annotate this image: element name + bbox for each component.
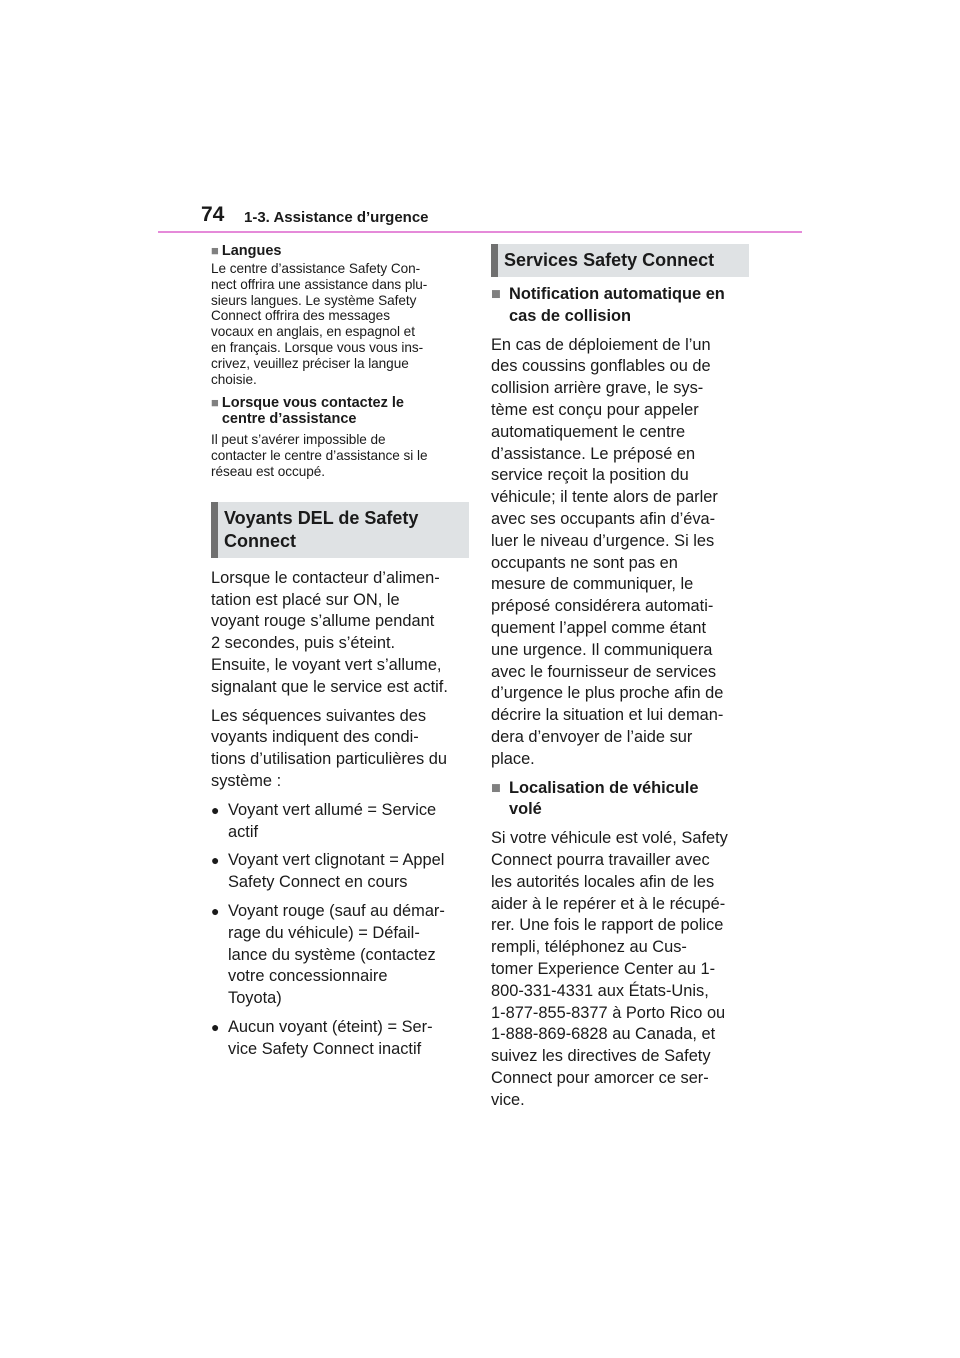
text-line: Voyant rouge (sauf au démar- [228,901,445,920]
text-line: voyants indiquent des condi- [211,728,419,747]
text-line: Il peut s’avérer impossible de [211,432,386,448]
text-line: crivez, veuillez préciser la langue [211,355,409,371]
text-line: préposé considérera automati- [491,597,714,616]
text-line: Services Safety Connect [504,250,715,270]
text-line: dera d’envoyer de l’aide sur [491,727,693,746]
text-line: votre concessionnaire [228,967,388,986]
page-number: 74 [201,203,225,226]
text-line: signalant que le service est actif. [211,677,448,696]
text-line: Notification automatique en [509,285,725,303]
bullet-dot-icon: ● [211,1018,220,1035]
text-line: 800-331-4331 aux États-Unis, [491,981,709,1000]
text-line: Localisation de véhicule [509,778,699,797]
text-line: Voyant vert clignotant = Appel [228,851,445,870]
list-item-text [228,1017,433,1061]
text-line: place. [491,749,535,768]
text-line: volé [509,800,542,819]
text-line: service reçoit la position du [491,466,689,485]
text-line: centre d’assistance [221,411,357,428]
square-bullet-icon: ■ [491,778,501,797]
theft-heading-text [509,778,698,822]
text-line: des coussins gonflables ou de [491,357,711,376]
text-line: tation est placé sur ON, le [211,590,400,609]
bullet-dot-icon: ● [211,852,220,869]
text-line: avec le fournisseur de services [491,662,717,681]
text-line: Connect pourra travailler avec [491,850,710,869]
text-line: Ensuite, le voyant vert s’allume, [211,655,442,674]
square-bullet-icon: ■ [211,243,219,258]
theft-heading [491,778,753,822]
text-line: En cas de déploiement de l’un [491,335,711,354]
contact-paragraph [211,432,469,479]
text-line: véhicule; il tente alors de parler [491,488,718,507]
square-bullet-icon: ■ [211,395,219,411]
text-line: vice Safety Connect inactif [228,1039,422,1058]
langues-paragraph [211,261,469,387]
list-item [211,850,469,894]
text-line: Si votre véhicule est volé, Safety [491,829,728,848]
text-line: occupants ne sont pas en [491,553,678,572]
list-item [211,901,469,1010]
text-line: choisie. [211,371,257,387]
list-item-text [228,800,436,844]
text-line: 1-888-869-6828 au Canada, et [491,1025,716,1044]
section-header-title: 1-3. Assistance d’urgence [244,209,429,226]
text-line: une urgence. Il communiquera [491,640,713,659]
text-line: Connect offrira des messages [211,308,390,324]
langues-heading [211,243,469,259]
text-line: rempli, téléphonez au Cus- [491,938,687,957]
list-item [211,1017,469,1061]
text-line: Voyant vert allumé = Service [228,800,437,819]
text-line: Les séquences suivantes des [211,706,427,725]
text-line: mesure de communiquer, le [491,575,694,594]
text-line: réseau est occupé. [211,463,325,479]
text-line: Connect [224,530,296,551]
text-line: Lorsque vous contactez le [221,395,404,412]
header-divider [158,231,802,233]
text-line: rer. Une fois le rapport de police [491,916,724,935]
text-line: voyant rouge s’allume pendant [211,612,435,631]
text-line: Voyants DEL de Safety [224,507,419,528]
text-line: Toyota) [228,989,282,1008]
text-line: sieurs langues. Le système Safety [211,292,417,308]
text-line: Le centre d’assistance Safety Con- [211,261,421,276]
voyants-paragraph-1 [211,568,469,699]
text-line: tomer Experience Center au 1- [491,959,716,978]
text-line: décrire la situation et lui deman- [491,706,724,725]
contact-heading [211,395,469,427]
text-line: collision arrière grave, le sys- [491,379,704,398]
text-line: Aucun voyant (éteint) = Ser- [228,1017,433,1036]
text-line: lance du système (contactez [228,945,436,964]
text-line: actif [228,822,259,841]
text-line: cas de collision [509,306,632,325]
collision-heading [491,284,753,328]
bullet-dot-icon: ● [211,902,220,919]
langues-heading-text: Langues [221,243,282,259]
text-line: 2 secondes, puis s’éteint. [211,634,396,653]
voyants-paragraph-2 [211,706,469,793]
collision-paragraph [491,335,753,771]
text-line: suivez les directives de Safety [491,1047,711,1066]
right-column [491,244,753,1111]
text-line: quement l’appel comme étant [491,618,707,637]
text-line: vice. [491,1090,525,1109]
theft-paragraph [491,828,753,1111]
contact-heading-text [222,395,404,427]
section-title-voyants [211,502,469,558]
text-line: système : [211,771,282,790]
bullet-dot-icon: ● [211,801,220,818]
text-line: vocaux en anglais, en espagnol et [211,324,415,340]
text-line: 1-877-855-8377 à Porto Rico ou [491,1003,726,1022]
list-item-text [228,901,445,1010]
text-line: Connect pour amorcer ce ser- [491,1068,709,1087]
text-line: d’urgence le plus proche afin de [491,684,724,703]
text-line: en français. Lorsque vous vous ins- [211,339,424,355]
list-item [211,800,469,844]
square-bullet-icon: ■ [491,285,501,303]
text-line: d’assistance. Le préposé en [491,444,696,463]
text-line: tème est conçu pour appeler [491,400,699,419]
collision-heading-text [509,284,725,328]
text-line: rage du véhicule) = Défail- [228,923,420,942]
text-line: luer le niveau d’urgence. Si les [491,531,715,550]
text-line: contacter le centre d’assistance si le [211,448,428,464]
text-line: les autorités locales afin de les [491,872,715,891]
text-line: Safety Connect en cours [228,873,408,892]
section-title-services [491,244,749,277]
text-line: nect offrira une assistance dans plu- [211,276,428,292]
text-line: automatiquement le centre [491,422,686,441]
text-line: tions d’utilisation particulières du [211,750,447,769]
list-item-text [228,850,444,894]
text-line: aider à le repérer et à le récupé- [491,894,726,913]
left-column [211,243,469,1061]
text-line: Lorsque le contacteur d’alimen- [211,568,440,587]
text-line: avec ses occupants afin d’éva- [491,509,716,528]
